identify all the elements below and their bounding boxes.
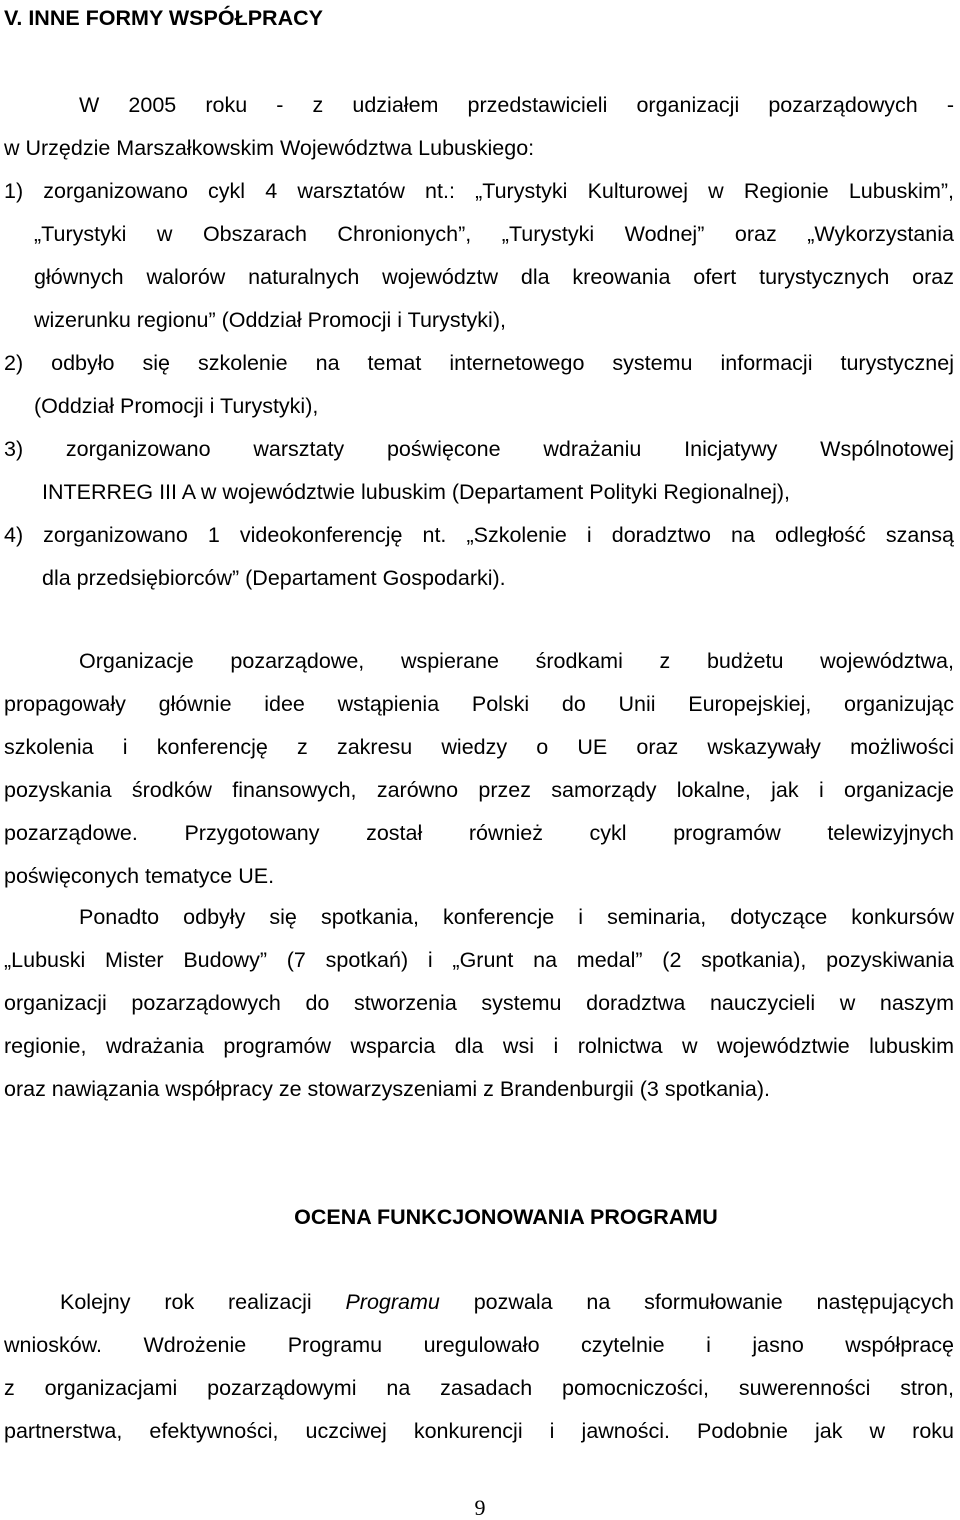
paragraph-line: „Lubuski Mister Budowy” (7 spotkań) i „Grunt na medal” (2 spotkania), pozyskiwania xyxy=(4,948,954,972)
paragraph-line: pozyskania środków finansowych, zarówno przez samorządy lokalne, jak i organizacje xyxy=(4,778,954,802)
list-line: 3) zorganizowano warsztaty poświęcone wdrażaniu Inicjatywy Wspólnotowej xyxy=(4,437,954,461)
intro-line: W 2005 roku - z udziałem przedstawicieli organizacji pozarządowych - xyxy=(79,93,954,117)
intro-line: w Urzędzie Marszałkowskim Województwa Lubuskiego: xyxy=(4,136,535,160)
page-number: 9 xyxy=(474,1495,486,1520)
paragraph-text: pozwala na sformułowanie następujących xyxy=(439,1290,954,1314)
list-line: 2) odbyło się szkolenie na temat internetowego systemu informacji turystycznej xyxy=(4,351,954,375)
list-line: 1) zorganizowano cykl 4 warsztatów nt.: „Turystyki Kulturowej w Regionie Lubuskim”, xyxy=(4,179,954,203)
program-italic: Programu xyxy=(345,1290,440,1314)
list-line: dla przedsiębiorców” (Departament Gospodarki). xyxy=(42,566,506,590)
paragraph-line: poświęconych tematyce UE. xyxy=(4,864,275,888)
paragraph-line: wniosków. Wdrożenie Programu uregulowało czytelnie i jasno współpracę xyxy=(4,1333,954,1357)
paragraph-line: pozarządowe. Przygotowany został również cykl programów telewizyjnych xyxy=(4,821,954,845)
paragraph-line xyxy=(60,1290,954,1314)
list-line: głównych walorów naturalnych województw dla kreowania ofert turystycznych oraz xyxy=(34,265,954,289)
paragraph-line: partnerstwa, efektywności, uczciwej konkurencji i jawności. Podobnie jak w roku xyxy=(4,1419,954,1443)
paragraph-text: Kolejny rok realizacji xyxy=(60,1290,346,1314)
list-line: „Turystyki w Obszarach Chronionych”, „Turystyki Wodnej” oraz „Wykorzystania xyxy=(34,222,954,246)
paragraph-line: regionie, wdrażania programów wsparcia dla wsi i rolnictwa w województwie lubuskim xyxy=(4,1034,954,1058)
paragraph-line: oraz nawiązania współpracy ze stowarzyszeniami z Brandenburgii (3 spotkania). xyxy=(4,1077,771,1101)
list-line: 4) zorganizowano 1 videokonferencję nt. „Szkolenie i doradztwo na odległość szansą xyxy=(4,523,954,547)
paragraph-line: z organizacjami pozarządowymi na zasadach pomocniczości, suwerenności stron, xyxy=(4,1376,954,1400)
paragraph-line: Organizacje pozarządowe, wspierane środkami z budżetu województwa, xyxy=(79,649,954,673)
paragraph-line: Ponadto odbyły się spotkania, konferencje i seminaria, dotyczące konkursów xyxy=(79,905,954,929)
list-line: INTERREG III A w województwie lubuskim (Departament Polityki Regionalnej), xyxy=(42,480,791,504)
paragraph-line: organizacji pozarządowych do stworzenia systemu doradztwa nauczycieli w naszym xyxy=(4,991,954,1015)
list-line: (Oddział Promocji i Turystyki), xyxy=(34,394,319,418)
paragraph-line: szkolenia i konferencję z zakresu wiedzy o UE oraz wskazywały możliwości xyxy=(4,735,954,759)
list-line: wizerunku regionu” (Oddział Promocji i Turystyki), xyxy=(34,308,506,332)
paragraph-line: propagowały głównie idee wstąpienia Polski do Unii Europejskiej, organizując xyxy=(4,692,954,716)
section-title: V. INNE FORMY WSPÓŁPRACY xyxy=(4,6,323,30)
ocena-heading: OCENA FUNKCJONOWANIA PROGRAMU xyxy=(294,1205,718,1229)
